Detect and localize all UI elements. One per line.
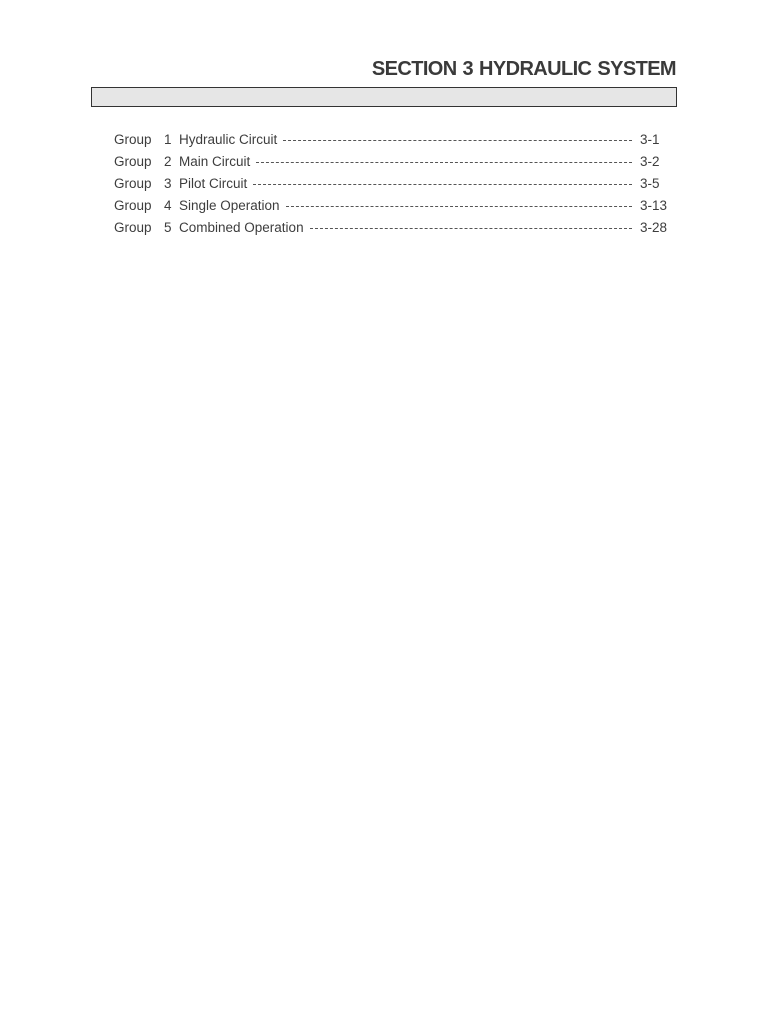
toc-group-number: 2: [164, 153, 172, 169]
toc-entry-title: Pilot Circuit: [179, 175, 248, 191]
section-title: SECTION 3 HYDRAULIC SYSTEM: [371, 58, 676, 80]
toc-entry-title: Hydraulic Circuit: [179, 131, 278, 147]
table-of-contents: [114, 128, 668, 238]
toc-entry-3[interactable]: [114, 172, 668, 194]
toc-group-label: Group: [114, 153, 152, 169]
toc-page-number: 3-2: [640, 153, 660, 169]
toc-page-number: 3-5: [640, 175, 660, 191]
toc-dot-leader: [310, 227, 632, 229]
toc-dot-leader: [256, 161, 632, 163]
toc-entry-5[interactable]: [114, 216, 668, 238]
toc-dot-leader: [286, 205, 632, 207]
toc-group-label: Group: [114, 175, 152, 191]
toc-group-number: 3: [164, 175, 172, 191]
toc-entry-title: Combined Operation: [179, 219, 304, 235]
toc-page-number: 3-1: [640, 131, 660, 147]
toc-entry-4[interactable]: [114, 194, 668, 216]
toc-page-number: 3-28: [640, 219, 668, 235]
toc-group-label: Group: [114, 219, 152, 235]
toc-group-number: 1: [164, 131, 172, 147]
toc-dot-leader: [283, 139, 632, 141]
toc-page-number: 3-13: [640, 197, 668, 213]
title-bar: [91, 87, 677, 107]
toc-group-label: Group: [114, 197, 152, 213]
toc-entry-title: Single Operation: [179, 197, 280, 213]
toc-group-number: 4: [164, 197, 172, 213]
toc-dot-leader: [253, 183, 632, 185]
toc-group-number: 5: [164, 219, 172, 235]
toc-entry-2[interactable]: [114, 150, 668, 172]
toc-group-label: Group: [114, 131, 152, 147]
toc-entry-title: Main Circuit: [179, 153, 251, 169]
toc-entry-1[interactable]: [114, 128, 668, 150]
